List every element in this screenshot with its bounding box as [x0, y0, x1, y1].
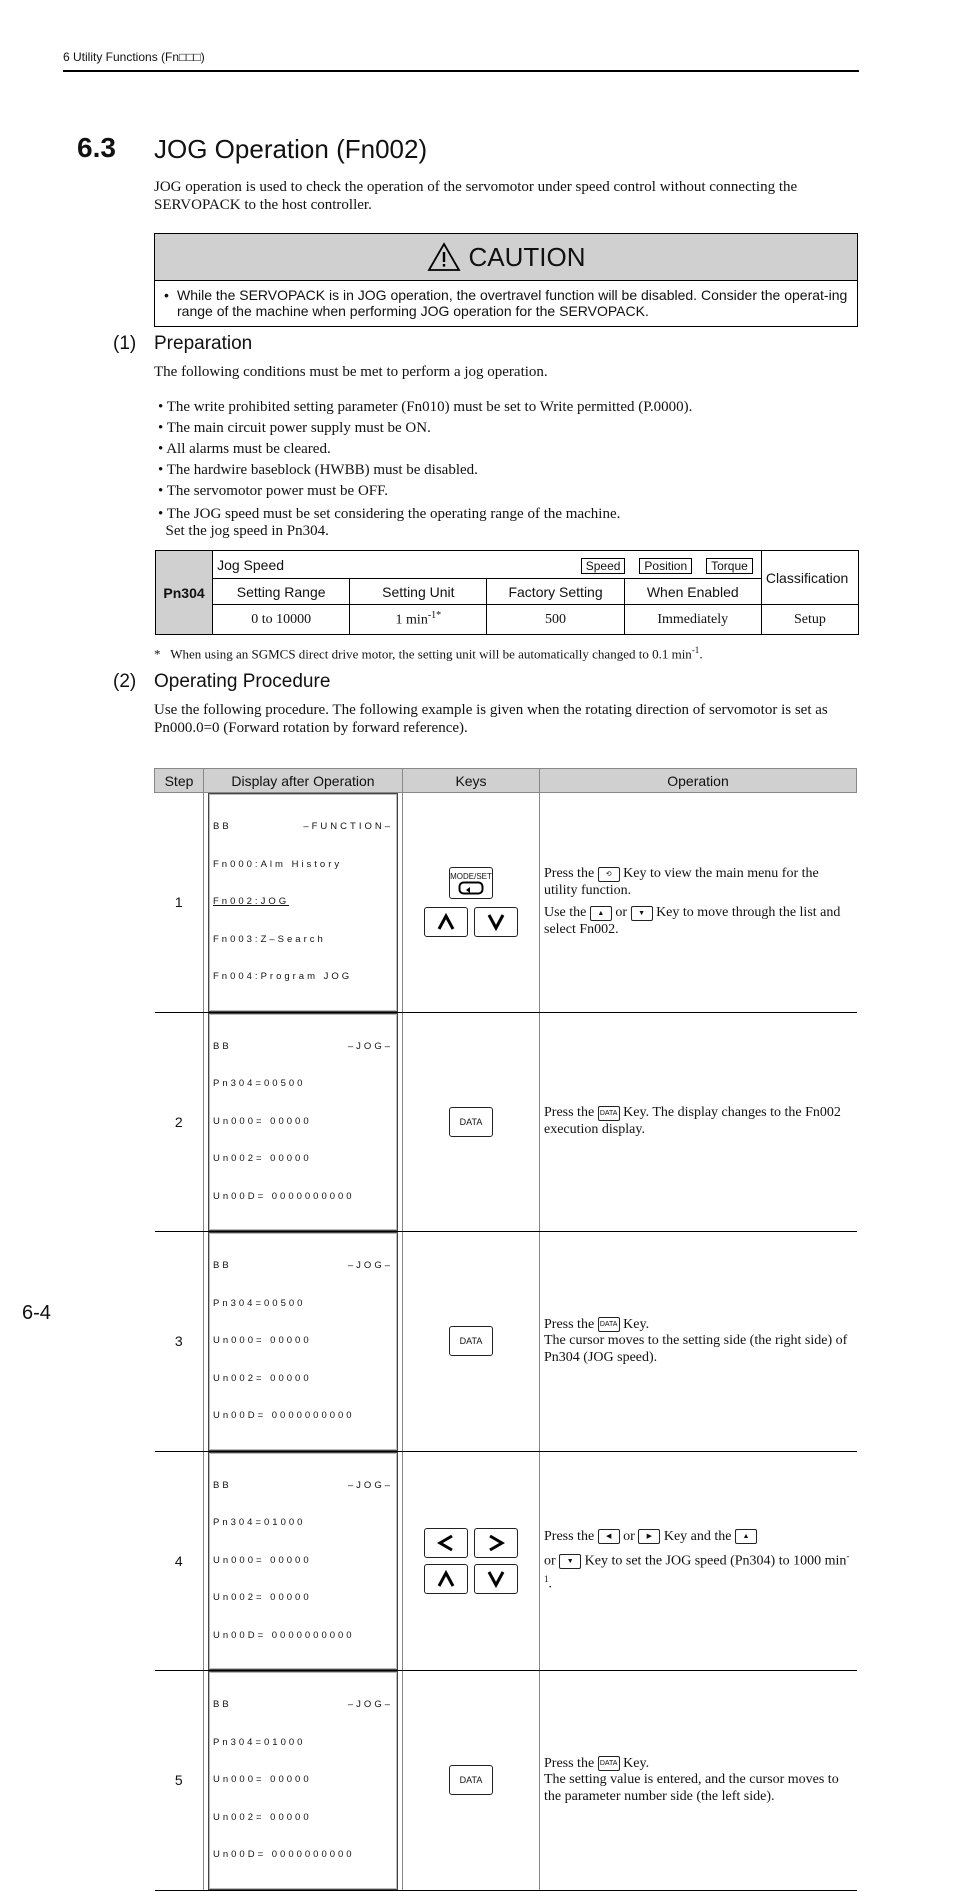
table-row [155, 1232, 857, 1452]
operator-display: BB –JOG– Pn304=01000 Un000= 00000 Un002= 00000 Un00D= 0000000000 [208, 1452, 398, 1671]
keys-cell [403, 1671, 540, 1891]
caution-title: CAUTION [468, 241, 586, 272]
caution-text: While the SERVOPACK is in JOG operation, the overtravel function will be disabled. Consider the operat-ing range of the machine when performing JOG operation for the SERVOPACK. [177, 287, 848, 319]
setting-range-value: 0 to 10000 [213, 605, 350, 635]
page-number: 6-4 [22, 1302, 51, 1324]
operator-display: BB –FUNCTION– Fn000:Alm History Fn002:JOG Fn003:Z–Search Fn004:Program JOG [208, 793, 398, 1012]
table-row [155, 793, 857, 1013]
table-row [155, 1451, 857, 1671]
display-cell [204, 793, 403, 1013]
footnote: * When using an SGMCS direct drive motor, the setting unit will be automatically changed to 0.1 $\min^{-1}$. [154, 645, 703, 662]
when-enabled-value: Immediately [624, 605, 761, 635]
data-key-icon: DATA [598, 1106, 620, 1121]
conditions-list [158, 397, 858, 540]
left-key-icon: ◀ [598, 1529, 620, 1544]
operation-cell: Press the ◀ or ▶ Key and the ▲ or ▼ Key to set the JOG speed (Pn304) to 1000 $\min^{-1}$. [540, 1451, 857, 1671]
list-item: • All alarms must be cleared. [158, 441, 331, 457]
setting-unit-value: 1 $\min^{-1*}$ [350, 605, 487, 635]
parameter-table [155, 550, 859, 635]
operator-display: BB –JOG– Pn304=00500 Un000= 00000 Un002= 00000 Un00D= 0000000000 [208, 1013, 398, 1232]
col-operation: Operation [540, 769, 857, 793]
col-keys: Keys [403, 769, 540, 793]
preparation-intro: The following conditions must be met to perform a jog operation. [154, 364, 548, 380]
keys-cell [403, 1012, 540, 1232]
operation-cell: Press the ⟲ Key to view the main menu for the utility function. Use the ▲ or ▼ Key to move through the list and select Fn002. [540, 793, 857, 1013]
procedure-intro: Use the following procedure. The following example is given when the rotating direction of servomotor is set as Pn000.0=0 (Forward rotation by forward reference). [154, 702, 828, 736]
mode-set-key-icon: ⟲ [598, 867, 620, 882]
bullet: • [164, 287, 169, 303]
warning-triangle-icon [427, 242, 461, 272]
right-arrow-icon [486, 1534, 506, 1552]
right-key-icon: ▶ [638, 1529, 660, 1544]
up-key-icon: ▲ [735, 1529, 757, 1544]
data-key[interactable]: DATA [449, 1107, 493, 1137]
badge-position: Position [639, 558, 692, 574]
keys-cell [403, 1232, 540, 1452]
setting-unit-header: Setting Unit [350, 579, 487, 605]
mode-set-key[interactable]: MODE/SET [449, 867, 493, 899]
procedure-table [154, 768, 857, 1891]
badge-torque: Torque [706, 558, 753, 574]
display-cell [204, 1671, 403, 1891]
param-id: Pn304 [156, 551, 213, 635]
operation-cell: Press the DATA Key. The display changes to the Fn002 execution display. [540, 1012, 857, 1232]
table-row [155, 1671, 857, 1891]
col-step: Step [155, 769, 204, 793]
left-arrow-icon [436, 1534, 456, 1552]
down-arrow-icon [486, 1570, 506, 1588]
operator-display: BB –JOG– Pn304=01000 Un000= 00000 Un002= 00000 Un00D= 0000000000 [208, 1671, 398, 1890]
operation-cell: Press the DATA Key. The cursor moves to the setting side (the right side) of Pn304 (JOG speed). [540, 1232, 857, 1452]
list-item: • The JOG speed must be set considering the operating range of the machine. Set the jog speed in Pn304. [158, 506, 621, 539]
step-number: 1 [155, 793, 204, 1013]
up-key[interactable] [424, 1564, 468, 1594]
caution-header [155, 234, 857, 281]
operation-cell: Press the DATA Key. The setting value is entered, and the cursor moves to the parameter number side (the left side). [540, 1671, 857, 1891]
data-key-icon: DATA [598, 1317, 620, 1332]
param-name: Jog Speed [217, 556, 285, 573]
subsection-number: (2) [113, 671, 137, 692]
data-key[interactable]: DATA [449, 1326, 493, 1356]
left-key[interactable] [424, 1528, 468, 1558]
header-rule [63, 70, 859, 72]
section-number: 6.3 [77, 132, 116, 163]
mode-set-loop-icon [458, 881, 484, 895]
down-key-icon: ▼ [559, 1554, 581, 1569]
up-arrow-icon [436, 913, 456, 931]
col-display: Display after Operation [204, 769, 403, 793]
step-number: 4 [155, 1451, 204, 1671]
step-number: 5 [155, 1671, 204, 1891]
caution-box [154, 233, 858, 327]
display-cell [204, 1012, 403, 1232]
step-number: 3 [155, 1232, 204, 1452]
down-key[interactable] [474, 1564, 518, 1594]
step-number: 2 [155, 1012, 204, 1232]
data-key[interactable]: DATA [449, 1765, 493, 1795]
classification-value: Setup [761, 605, 858, 635]
down-arrow-icon [486, 913, 506, 931]
down-key-icon: ▼ [631, 906, 653, 921]
badge-speed: Speed [581, 558, 626, 574]
running-header: 6 Utility Functions (Fn□□□) [63, 50, 205, 64]
down-key[interactable] [474, 907, 518, 937]
subsection-number: (1) [113, 333, 137, 354]
factory-setting-value: 500 [487, 605, 624, 635]
display-cell [204, 1232, 403, 1452]
subsection-title: Operating Procedure [154, 671, 331, 692]
right-key[interactable] [474, 1528, 518, 1558]
subsection-title: Preparation [154, 333, 253, 354]
classification-header: Classification [761, 551, 858, 605]
keys-cell [403, 1451, 540, 1671]
intro-paragraph: JOG operation is used to check the operation of the servomotor under speed control without connecting the SERVOPACK to the host controller. [154, 179, 798, 213]
list-item: • The write prohibited setting parameter (Fn010) must be set to Write permitted (P.0000). [158, 399, 693, 415]
list-item: • The main circuit power supply must be ON. [158, 420, 431, 436]
up-key-icon: ▲ [590, 906, 612, 921]
when-enabled-header: When Enabled [624, 579, 761, 605]
operator-display: BB –JOG– Pn304=00500 Un000= 00000 Un002= 00000 Un00D= 0000000000 [208, 1232, 398, 1451]
section-title: JOG Operation (Fn002) [154, 134, 428, 164]
setting-range-header: Setting Range [213, 579, 350, 605]
up-key[interactable] [424, 907, 468, 937]
factory-setting-header: Factory Setting [487, 579, 624, 605]
caution-text-block [155, 281, 857, 319]
keys-cell [403, 793, 540, 1013]
display-cell [204, 1451, 403, 1671]
table-row [155, 1012, 857, 1232]
data-key-icon: DATA [598, 1756, 620, 1771]
param-name-cell [213, 551, 762, 579]
list-item: • The hardwire baseblock (HWBB) must be disabled. [158, 462, 478, 478]
up-arrow-icon [436, 1570, 456, 1588]
control-mode-badges [567, 557, 753, 574]
list-item: • The servomotor power must be OFF. [158, 483, 389, 499]
